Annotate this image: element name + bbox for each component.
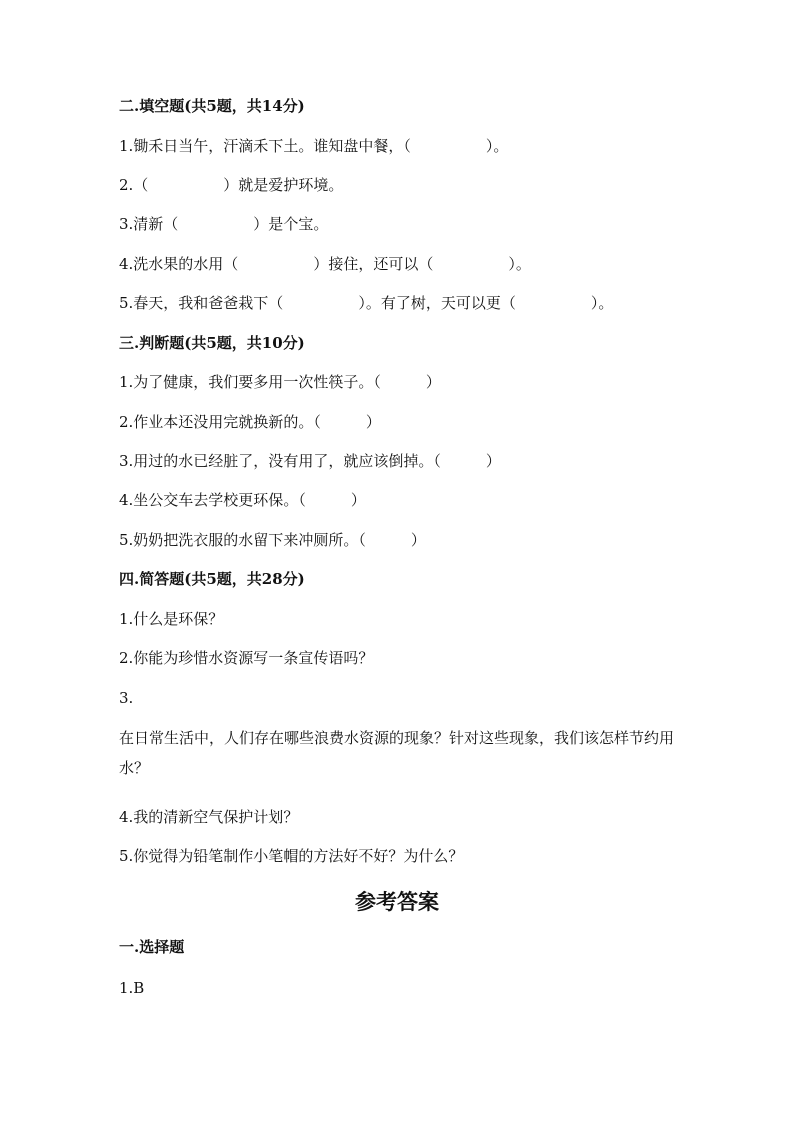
fill-in-question-2: 2.（ ）就是爱护环境。 xyxy=(119,176,344,194)
true-false-question-1: 1.为了健康，我们要多用一次性筷子。（ ） xyxy=(119,373,441,391)
answer-key-title: 参考答案 xyxy=(355,889,439,914)
short-answer-question-3-text: 在日常生活中，人们存在哪些浪费水资源的现象？针对这些现象，我们该怎样节约用水？ xyxy=(119,729,675,777)
fill-in-question-5: 5.春天，我和爸爸栽下（ ）。有了树，天可以更（ ）。 xyxy=(119,294,614,312)
short-answer-question-1: 1.什么是环保？ xyxy=(119,610,224,628)
true-false-question-3: 3.用过的水已经脏了，没有用了，就应该倒掉。（ ） xyxy=(119,452,501,470)
answer-section-choice-heading: 一.选择题 xyxy=(119,938,185,956)
short-answer-question-3-number: 3. xyxy=(119,689,134,707)
true-false-question-4: 4.坐公交车去学校更环保。（ ） xyxy=(119,491,366,509)
section-short-answer-heading: 四.简答题(共5题，共28分) xyxy=(119,570,305,588)
true-false-question-2: 2.作业本还没用完就换新的。（ ） xyxy=(119,413,381,431)
true-false-question-5: 5.奶奶把洗衣服的水留下来冲厕所。（ ） xyxy=(119,531,426,549)
section-fill-in-heading: 二.填空题(共5题，共14分) xyxy=(119,97,305,115)
short-answer-question-4: 4.我的清新空气保护计划？ xyxy=(119,808,299,826)
fill-in-question-1: 1.锄禾日当午，汗滴禾下土。谁知盘中餐，（ ）。 xyxy=(119,137,509,155)
section-true-false-heading: 三.判断题(共5题，共10分) xyxy=(119,334,305,352)
answer-item-1: 1.B xyxy=(119,979,145,997)
short-answer-question-5: 5.你觉得为铅笔制作小笔帽的方法好不好？为什么？ xyxy=(119,847,464,865)
fill-in-question-4: 4.洗水果的水用（ ）接住，还可以（ ）。 xyxy=(119,255,531,273)
short-answer-question-2: 2.你能为珍惜水资源写一条宣传语吗？ xyxy=(119,649,374,667)
fill-in-question-3: 3.清新（ ）是个宝。 xyxy=(119,215,329,233)
